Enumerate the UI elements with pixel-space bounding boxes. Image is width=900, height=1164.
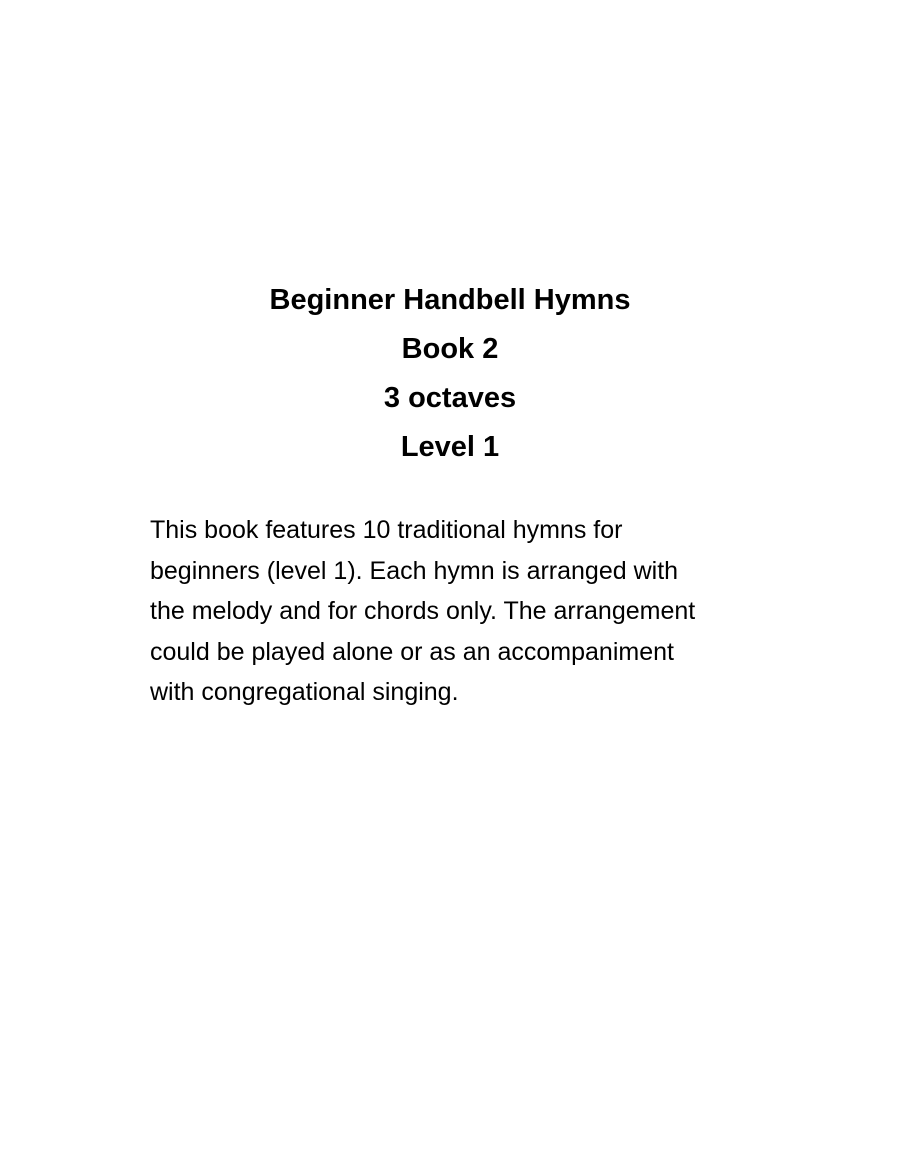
book-description: [150, 510, 770, 713]
description-line: with congregational singing.: [150, 678, 459, 706]
title-block: [0, 276, 900, 472]
difficulty-level: Level 1: [400, 431, 500, 463]
description-line: This book features 10 traditional hymns for: [150, 516, 623, 544]
description-line: the melody and for chords only. The arrangement: [150, 597, 696, 625]
book-number: Book 2: [401, 333, 499, 365]
description-line: beginners (level 1). Each hymn is arranged with: [150, 556, 679, 585]
description-line: could be played alone or as an accompaniment: [150, 637, 674, 666]
octave-count: 3 octaves: [383, 382, 517, 414]
book-title: Beginner Handbell Hymns: [269, 284, 631, 316]
